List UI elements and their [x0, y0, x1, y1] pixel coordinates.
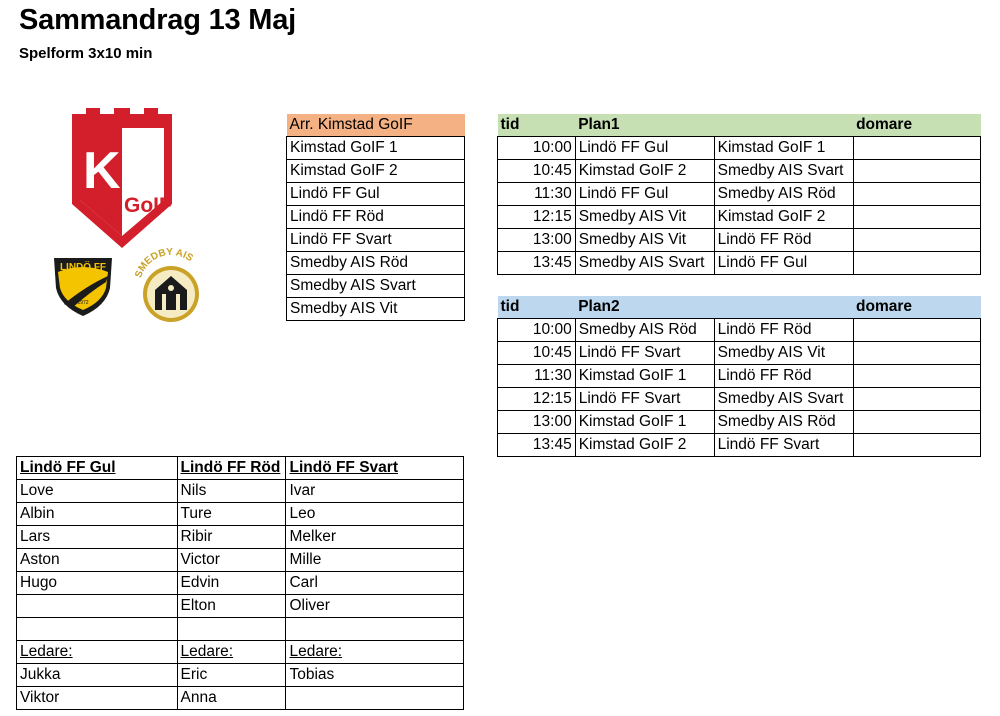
match-home: Kimstad GoIF 2	[575, 160, 714, 183]
player-name: Elton	[177, 595, 286, 618]
leader-name: Eric	[177, 664, 286, 687]
match-away: Smedby AIS Vit	[714, 342, 853, 365]
table-row	[498, 160, 981, 183]
player-name: Edvin	[177, 572, 286, 595]
leader-label: Ledare:	[17, 641, 178, 664]
match-away: Smedby AIS Svart	[714, 388, 853, 411]
player-name: Mille	[286, 549, 464, 572]
kimstad-goif-logo	[66, 108, 178, 250]
match-referee	[853, 434, 980, 457]
table-row	[498, 137, 981, 160]
smedby-ais-logo	[130, 246, 212, 324]
leader-label-row	[17, 641, 464, 664]
match-home: Kimstad GoIF 1	[575, 365, 714, 388]
match-referee	[853, 137, 980, 160]
match-away: Kimstad GoIF 2	[714, 206, 853, 229]
plan1-referee-header: domare	[853, 114, 980, 137]
match-referee	[853, 160, 980, 183]
match-home: Lindö FF Svart	[575, 342, 714, 365]
match-home: Kimstad GoIF 1	[575, 411, 714, 434]
player-name: Oliver	[286, 595, 464, 618]
match-time: 11:30	[498, 183, 576, 206]
player-name	[17, 595, 178, 618]
table-row	[498, 319, 981, 342]
match-away: Lindö FF Svart	[714, 434, 853, 457]
match-referee	[853, 252, 980, 275]
player-name: Ture	[177, 503, 286, 526]
player-name: Lars	[17, 526, 178, 549]
match-home: Smedby AIS Svart	[575, 252, 714, 275]
player-name: Albin	[17, 503, 178, 526]
match-time: 13:00	[498, 229, 576, 252]
match-time: 12:15	[498, 388, 576, 411]
table-row	[17, 480, 464, 503]
plan2-referee-header: domare	[853, 296, 980, 319]
player-name	[17, 618, 178, 641]
team-item: Smedby AIS Svart	[287, 275, 465, 298]
team-item: Lindö FF Gul	[287, 183, 465, 206]
roster-table	[16, 456, 464, 710]
player-name: Hugo	[17, 572, 178, 595]
match-time: 10:45	[498, 342, 576, 365]
match-away: Lindö FF Gul	[714, 252, 853, 275]
leader-name: Viktor	[17, 687, 178, 710]
table-row	[17, 503, 464, 526]
table-row	[17, 664, 464, 687]
match-home: Smedby AIS Röd	[575, 319, 714, 342]
page-title: Sammandrag 13 Maj	[19, 4, 297, 36]
plan1-table	[497, 114, 981, 275]
player-name: Love	[17, 480, 178, 503]
match-time: 10:00	[498, 137, 576, 160]
plan2-table	[497, 296, 981, 457]
match-home: Smedby AIS Vit	[575, 206, 714, 229]
match-time: 10:45	[498, 160, 576, 183]
lindo-text: LINDÖ FF	[59, 262, 107, 273]
leader-label: Ledare:	[177, 641, 286, 664]
match-referee	[853, 388, 980, 411]
match-home: Lindö FF Gul	[575, 137, 714, 160]
leader-name: Tobias	[286, 664, 464, 687]
match-away: Kimstad GoIF 1	[714, 137, 853, 160]
table-row	[498, 206, 981, 229]
teams-table	[286, 114, 465, 321]
match-home: Kimstad GoIF 2	[575, 434, 714, 457]
match-away: Smedby AIS Svart	[714, 160, 853, 183]
team-item: Lindö FF Svart	[287, 229, 465, 252]
player-name: Aston	[17, 549, 178, 572]
leader-name	[286, 687, 464, 710]
match-referee	[853, 206, 980, 229]
match-time: 10:00	[498, 319, 576, 342]
team-item: Smedby AIS Röd	[287, 252, 465, 275]
team-item: Kimstad GoIF 2	[287, 160, 465, 183]
table-row	[17, 572, 464, 595]
match-away: Smedby AIS Röd	[714, 411, 853, 434]
kgoif-text: GoIF	[124, 194, 172, 217]
player-name: Ribir	[177, 526, 286, 549]
player-name	[286, 618, 464, 641]
teams-header: Arr. Kimstad GoIF	[287, 114, 465, 137]
leader-label: Ledare:	[286, 641, 464, 664]
lindo-year: 1972	[77, 300, 89, 306]
table-row	[498, 183, 981, 206]
player-name	[177, 618, 286, 641]
table-row	[17, 526, 464, 549]
roster-header: Lindö FF Svart	[286, 457, 464, 480]
table-row	[498, 365, 981, 388]
match-away: Lindö FF Röd	[714, 229, 853, 252]
match-away: Smedby AIS Röd	[714, 183, 853, 206]
match-time: 13:00	[498, 411, 576, 434]
match-home: Lindö FF Svart	[575, 388, 714, 411]
roster-header: Lindö FF Röd	[177, 457, 286, 480]
player-name: Carl	[286, 572, 464, 595]
page-subtitle: Spelform 3x10 min	[19, 45, 153, 62]
kgoif-letter: K	[83, 142, 121, 200]
match-referee	[853, 342, 980, 365]
team-item: Smedby AIS Vit	[287, 298, 465, 321]
leader-name: Jukka	[17, 664, 178, 687]
team-item: Kimstad GoIF 1	[287, 137, 465, 160]
table-row	[17, 595, 464, 618]
plan2-title: Plan2	[575, 296, 853, 319]
match-referee	[853, 365, 980, 388]
plan1-time-header: tid	[498, 114, 576, 137]
player-name: Leo	[286, 503, 464, 526]
match-time: 12:15	[498, 206, 576, 229]
table-row	[498, 252, 981, 275]
match-referee	[853, 183, 980, 206]
match-referee	[853, 319, 980, 342]
match-home: Smedby AIS Vit	[575, 229, 714, 252]
player-name: Melker	[286, 526, 464, 549]
match-time: 13:45	[498, 434, 576, 457]
player-name: Ivar	[286, 480, 464, 503]
lindo-ff-logo	[50, 252, 116, 318]
match-time: 13:45	[498, 252, 576, 275]
match-away: Lindö FF Röd	[714, 365, 853, 388]
leader-name: Anna	[177, 687, 286, 710]
table-row	[17, 549, 464, 572]
table-row	[498, 411, 981, 434]
match-home: Lindö FF Gul	[575, 183, 714, 206]
table-row	[498, 388, 981, 411]
plan1-title: Plan1	[575, 114, 853, 137]
table-row	[498, 434, 981, 457]
table-row	[498, 229, 981, 252]
table-row	[17, 687, 464, 710]
table-row	[498, 342, 981, 365]
team-item: Lindö FF Röd	[287, 206, 465, 229]
match-time: 11:30	[498, 365, 576, 388]
plan2-time-header: tid	[498, 296, 576, 319]
match-away: Lindö FF Röd	[714, 319, 853, 342]
player-name: Nils	[177, 480, 286, 503]
roster-header: Lindö FF Gul	[17, 457, 178, 480]
player-name: Victor	[177, 549, 286, 572]
match-referee	[853, 411, 980, 434]
smedby-text: SMEDBY AIS	[133, 246, 195, 280]
table-row	[17, 618, 464, 641]
match-referee	[853, 229, 980, 252]
